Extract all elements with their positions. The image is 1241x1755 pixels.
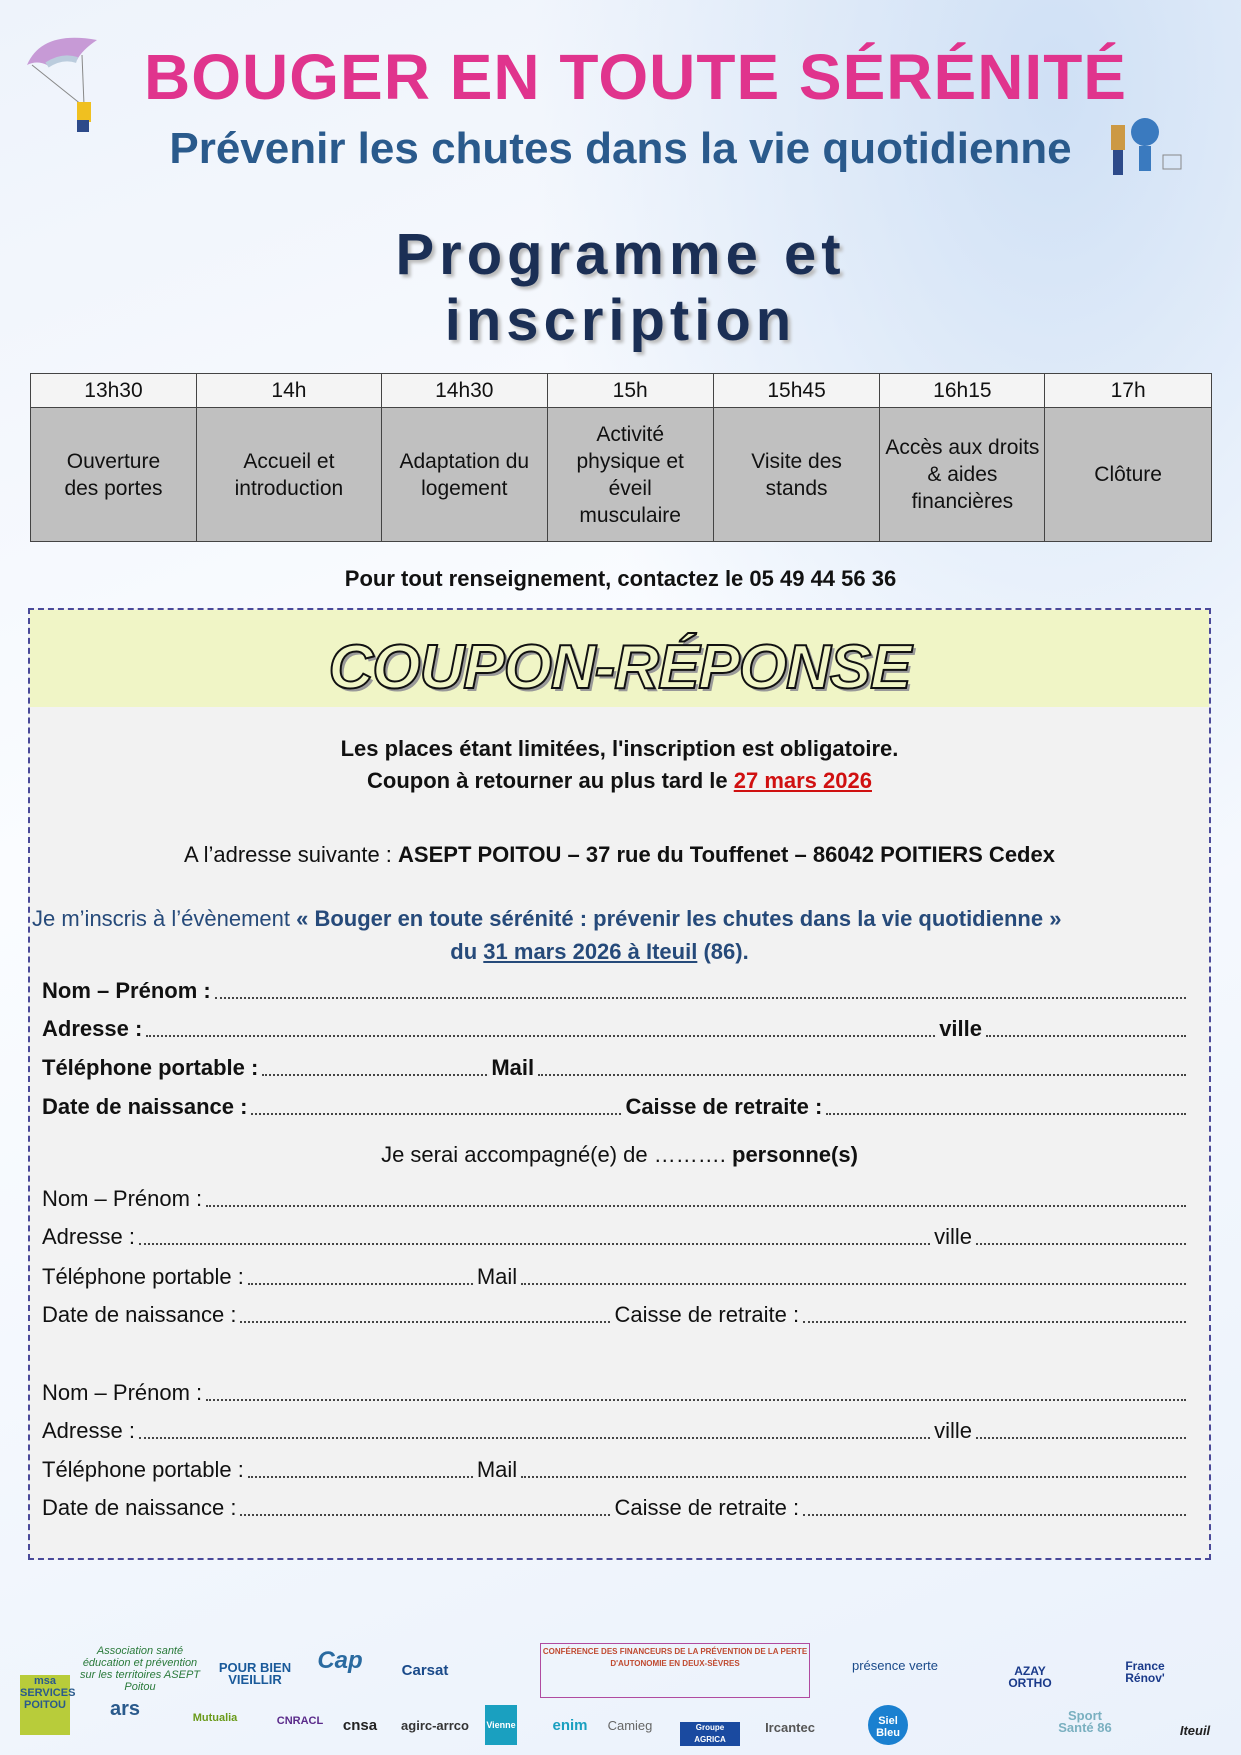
name-input-line[interactable] [206,1399,1186,1401]
companion1-address-field[interactable] [42,1224,1190,1250]
return-address [30,842,1209,868]
field-label: ville [939,1016,982,1041]
phone-input-line[interactable] [262,1074,487,1076]
time-cell: 15h45 [713,374,880,408]
companion1-phone-field[interactable] [42,1264,1190,1290]
name-input-line[interactable] [206,1205,1186,1207]
event-name: « Bouger en toute sérénité : prévenir les chutes dans la vie quotidienne » [296,906,1062,931]
activity-cell: Accès aux droits & aides financières [880,408,1045,542]
accompanied-suffix: personne(s) [732,1142,858,1167]
activity-cell: Clôture [1045,408,1212,542]
city-input-line[interactable] [976,1437,1186,1439]
event-date-line [30,939,1209,965]
companion2-address-field[interactable] [42,1418,1190,1444]
activity-cell: Accueil et introduction [196,408,381,542]
field-label: Téléphone portable : [42,1264,244,1289]
pension-input-line[interactable] [803,1514,1186,1516]
program-heading-line1: Programme et [395,222,846,287]
activity-cell: Ouverture des portes [31,408,197,542]
deadline-note [30,768,1209,794]
program-times-row [31,374,1212,408]
program-activities-row [31,408,1212,542]
mail-input-line[interactable] [521,1476,1186,1478]
accompanied-line[interactable] [30,1142,1209,1168]
birth-input-line[interactable] [240,1514,610,1516]
participant-name-field[interactable] [42,978,1190,1004]
limited-places-note: Les places étant limitées, l'inscription est obligatoire. [340,736,899,761]
companion2-name-field[interactable] [42,1380,1190,1406]
logo-enim: enim [552,1717,588,1734]
logo-cnsa: cnsa [342,1717,378,1734]
city-input-line[interactable] [976,1243,1186,1245]
event-du: du [450,939,484,964]
participant-phone-field[interactable] [42,1055,1190,1081]
participant-birth-field[interactable] [42,1094,1190,1120]
field-label: Mail [476,1264,518,1289]
field-label: Date de naissance : [42,1302,237,1327]
address-input-line[interactable] [139,1243,930,1245]
activity-cell: Adaptation du logement [381,408,547,542]
page-title: BOUGER EN TOUTE SÉRÉNITÉ [144,41,1127,113]
logo-mutualia: Mutualia [192,1712,238,1724]
program-heading [0,222,1241,354]
field-label: ville [934,1224,972,1249]
event-registration [30,906,1209,932]
time-cell: 15h [547,374,713,408]
birth-input-line[interactable] [240,1321,610,1323]
address-input-line[interactable] [139,1437,930,1439]
activity-cell: Visite des stands [713,408,880,542]
name-input-line[interactable] [215,997,1186,999]
logo-agirc-arrco: agirc-arrco [401,1718,469,1733]
pension-input-line[interactable] [803,1321,1186,1323]
event-date: 31 mars 2026 à Iteuil [483,939,698,964]
phone-input-line[interactable] [248,1283,473,1285]
field-label: Caisse de retraite : [614,1495,800,1520]
logo-msa: msa SERVICES POITOU [20,1675,70,1735]
page-subtitle: Prévenir les chutes dans la vie quotidienne [169,124,1072,173]
phone-input-line[interactable] [248,1476,473,1478]
logo-ircantec: Ircantec [765,1720,815,1735]
mail-input-line[interactable] [538,1074,1186,1076]
logo-asept: Association santé éducation et prévention sur les territoires ASEPT Poitou [79,1645,200,1693]
logo-azay-ortho: AZAY ORTHO [1008,1664,1052,1690]
field-label: Caisse de retraite : [625,1094,823,1119]
logo-iteuil: Iteuil [1179,1723,1211,1738]
address-value: ASEPT POITOU – 37 rue du Touffenet – 86042 POITIERS Cedex [398,842,1055,867]
event-suffix: (86). [697,939,749,964]
field-label: Mail [491,1055,535,1080]
participant-address-field[interactable] [42,1016,1190,1042]
time-cell: 16h15 [880,374,1045,408]
field-label: ville [934,1418,972,1443]
field-label: Nom – Prénom : [42,978,211,1003]
time-cell: 14h [196,374,381,408]
field-label: Téléphone portable : [42,1457,244,1482]
logo-france-renov: France Rénov' [1125,1659,1165,1685]
companion2-birth-field[interactable] [42,1495,1190,1521]
logo-vienne: Vienne [485,1705,517,1745]
logo-camieg: Camieg [607,1718,653,1733]
logo-presence-verte: présence verte [852,1658,938,1673]
address-input-line[interactable] [146,1035,935,1037]
logo-siel-bleu: Siel Bleu [868,1705,908,1745]
logo-ars: ars [109,1698,141,1720]
field-label: Date de naissance : [42,1094,248,1119]
logo-cap: Cap [317,1647,363,1674]
reply-coupon [28,608,1211,1560]
logo-pour-bien-vieillir: POUR BIEN VIEILLIR [218,1660,292,1687]
pension-input-line[interactable] [826,1113,1186,1115]
deadline-date: 27 mars 2026 [733,768,872,793]
program-heading-line2: inscription [444,288,797,353]
field-label: Adresse : [42,1224,135,1249]
logo-carsat: Carsat [401,1662,449,1679]
field-label: Caisse de retraite : [614,1302,800,1327]
city-input-line[interactable] [986,1035,1186,1037]
logo-agrica: Groupe AGRICA [680,1722,740,1746]
field-label: Mail [476,1457,518,1482]
companion1-birth-field[interactable] [42,1302,1190,1328]
activity-cell: Activité physique et éveil musculaire [547,408,713,542]
event-prefix: Je m’inscris à l’évènement [32,906,297,931]
contact-info: Pour tout renseignement, contactez le 05 49 44 56 36 [344,566,897,591]
time-cell: 17h [1045,374,1212,408]
field-label: Adresse : [42,1418,135,1443]
companion2-phone-field[interactable] [42,1457,1190,1483]
field-label: Adresse : [42,1016,143,1041]
companion1-name-field[interactable] [42,1186,1190,1212]
field-label: Téléphone portable : [42,1055,259,1080]
time-cell: 13h30 [31,374,197,408]
logo-conference-financeurs: CONFÉRENCE DES FINANCEURS DE LA PRÉVENTION DE LA PERTE D'AUTONOMIE EN DEUX-SÈVRES [540,1643,810,1698]
coupon-title: COUPON-RÉPONSE [328,633,911,702]
field-label: Date de naissance : [42,1495,237,1520]
time-cell: 14h30 [381,374,547,408]
accompanied-prefix: Je serai accompagné(e) de ………. [381,1142,732,1167]
birth-input-line[interactable] [251,1113,621,1115]
address-prefix: A l’adresse suivante : [184,842,399,867]
partner-logos [20,1640,1220,1744]
logo-sport-sante-86: Sport Santé 86 [1058,1708,1112,1735]
field-label: Nom – Prénom : [42,1186,203,1211]
field-label: Nom – Prénom : [42,1380,203,1405]
mail-input-line[interactable] [521,1283,1186,1285]
deadline-prefix: Coupon à retourner au plus tard le [367,768,734,793]
program-table [30,373,1212,542]
logo-cnracl: CNRACL [276,1715,324,1727]
